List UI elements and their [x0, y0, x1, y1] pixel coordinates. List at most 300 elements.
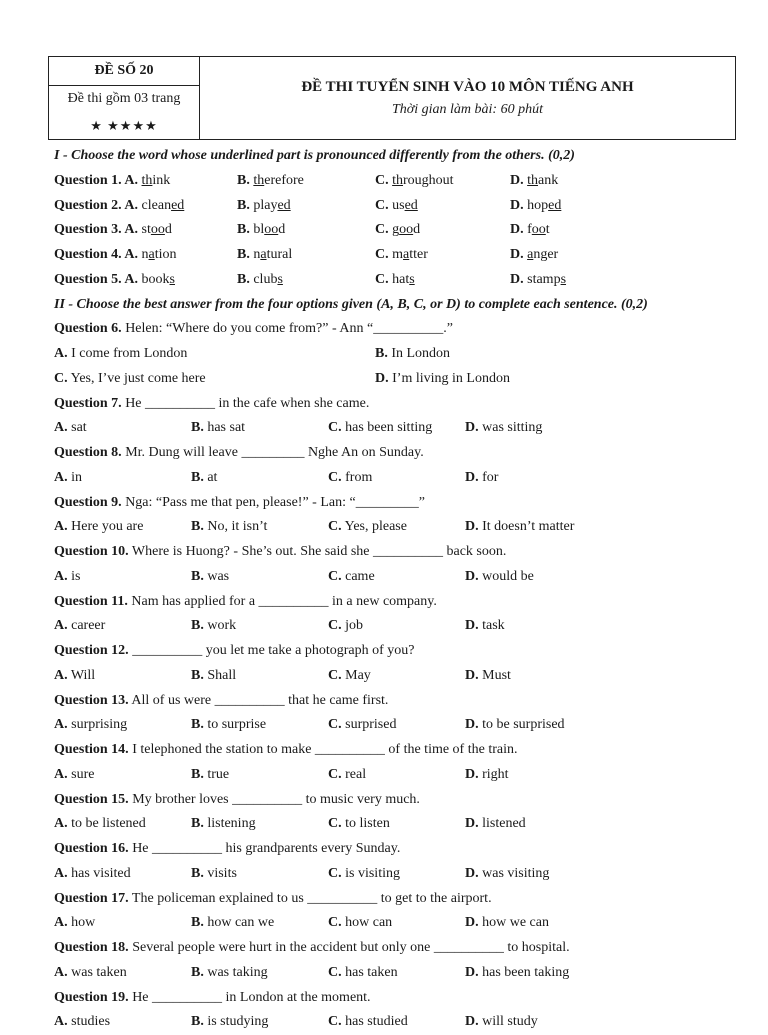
options-row [54, 614, 744, 639]
option-letter: D. [465, 618, 479, 634]
options-row [54, 1010, 744, 1035]
answer-option [54, 862, 131, 887]
question-text: Nam has applied for a __________ in a new company. [127, 593, 437, 609]
option-text: has been taking [478, 964, 570, 980]
option-letter: D. [465, 519, 479, 535]
option-text: listening [203, 816, 256, 832]
option-text: was visiting [478, 865, 550, 881]
option-text: is studying [203, 1014, 269, 1030]
underlined-sound: ed [277, 197, 291, 213]
question-label: Question 15. [54, 791, 129, 807]
options-row [54, 416, 744, 441]
option-letter: D. [465, 766, 479, 782]
answer-option [54, 218, 172, 243]
option-letter: C. [328, 816, 342, 832]
option-letter: B. [191, 766, 204, 782]
answer-option [237, 243, 292, 268]
option-letter: D. [375, 370, 389, 386]
option-letter: A. [54, 1014, 68, 1030]
option-text-post: d [164, 222, 172, 238]
option-text: career [67, 618, 106, 634]
answer-option [54, 1010, 110, 1035]
answer-option [191, 862, 237, 887]
question-stem [54, 317, 744, 342]
option-text-post: ank [538, 172, 559, 188]
option-text: has sat [203, 420, 246, 436]
question-label: Question 3. [54, 222, 125, 238]
option-letter: C. [328, 717, 342, 733]
option-text: studies [67, 1014, 111, 1030]
option-letter: D. [510, 271, 524, 287]
question-text: Helen: “Where do you come from?” - Ann “__________.” [121, 321, 453, 337]
option-text-pre: n [138, 247, 149, 262]
question-label: Question 5. [54, 271, 125, 287]
answer-option [191, 713, 266, 738]
option-text: for [478, 469, 499, 485]
answer-option [328, 416, 432, 441]
option-letter: B. [237, 271, 250, 287]
option-letter: B. [191, 420, 204, 436]
answer-option [191, 664, 236, 689]
option-letter: B. [191, 568, 204, 584]
answer-option [328, 911, 392, 936]
answer-option [191, 515, 267, 540]
option-letter: C. [375, 222, 389, 238]
option-text: true [203, 766, 230, 782]
option-text: to be listened [67, 816, 146, 832]
question-row [54, 169, 744, 194]
exam-info-cell [49, 57, 200, 139]
option-letter: B. [237, 172, 250, 188]
option-letter: C. [328, 667, 342, 683]
option-text-pre: st [138, 222, 151, 238]
option-text: May [341, 667, 371, 683]
option-text: I’m living in London [388, 370, 510, 386]
question-row [54, 268, 744, 293]
page-count: Đề thi gồm 03 trang [67, 90, 181, 106]
options-row [54, 342, 744, 367]
question-stem [54, 540, 744, 565]
option-letter: B. [191, 469, 204, 485]
option-text: has studied [341, 1014, 408, 1030]
option-text: was sitting [478, 420, 543, 436]
answer-option [328, 664, 371, 689]
option-letter: B. [191, 1014, 204, 1030]
option-text: task [478, 618, 505, 634]
answer-option [54, 416, 87, 441]
underlined-sound: s [409, 271, 415, 287]
option-text-pre: stamp [523, 271, 561, 287]
answer-option [54, 268, 175, 293]
question-label: Question 14. [54, 742, 129, 757]
underlined-sound: oo [150, 222, 165, 238]
option-letter: D. [465, 568, 479, 584]
option-text: was taken [67, 964, 127, 980]
option-letter: D. [465, 1014, 479, 1030]
answer-option [54, 614, 105, 639]
answer-option [54, 367, 206, 392]
underlined-sound: ed [404, 197, 418, 213]
option-letter: C. [328, 568, 342, 584]
option-text-pre: n [249, 247, 261, 262]
option-text: listened [478, 816, 526, 832]
answer-option [465, 614, 505, 639]
option-letter: D. [510, 222, 524, 238]
options-row [54, 911, 744, 936]
option-text: Will [67, 667, 96, 683]
option-text: will study [478, 1014, 538, 1030]
underlined-sound: a [260, 247, 267, 262]
answer-option [465, 961, 569, 986]
option-letter: C. [328, 865, 342, 881]
answer-option [465, 416, 542, 441]
option-text-post: t [545, 222, 550, 238]
answer-option [328, 614, 363, 639]
answer-option [54, 812, 146, 837]
option-letter: A. [54, 346, 68, 361]
option-letter: B. [191, 816, 204, 832]
question-stem [54, 936, 744, 961]
question-text: Nga: “Pass me that pen, please!” - Lan: “_________” [121, 494, 425, 510]
option-letter: A. [124, 247, 139, 262]
option-text: was taking [203, 964, 268, 980]
option-letter: B. [191, 964, 204, 980]
option-text-post: tion [154, 247, 177, 262]
option-text-pre: g [388, 222, 400, 238]
option-text: how we can [478, 915, 549, 931]
question-label: Question 6. [54, 321, 122, 337]
option-text-pre: hat [388, 271, 410, 287]
answer-option [510, 268, 566, 293]
question-text: __________ you let me take a photograph of you? [128, 643, 415, 658]
option-letter: C. [328, 469, 342, 485]
answer-option [328, 812, 390, 837]
option-text: how can [341, 915, 393, 931]
question-text: My brother loves __________ to music very much. [128, 791, 420, 807]
answer-option [465, 515, 574, 540]
answer-option [328, 961, 398, 986]
option-letter: B. [191, 519, 204, 535]
option-text: would be [478, 568, 534, 584]
option-text: to listen [341, 816, 390, 832]
answer-option [510, 218, 550, 243]
option-letter: C. [375, 197, 389, 213]
option-text: is [67, 568, 81, 584]
question-label: Question 11. [54, 593, 128, 609]
exam-title: ĐỀ THI TUYỂN SINH VÀO 10 MÔN TIẾNG ANH [301, 78, 634, 95]
option-text: It doesn’t matter [478, 519, 575, 535]
answer-option [465, 664, 511, 689]
question-stem [54, 441, 744, 466]
answer-option [54, 763, 94, 788]
question-row [54, 243, 744, 268]
option-text: Here you are [67, 519, 144, 535]
answer-option [465, 565, 534, 590]
option-text-pre: hop [523, 197, 549, 213]
question-label: Question 19. [54, 989, 129, 1005]
option-letter: B. [191, 915, 204, 931]
answer-option [54, 169, 170, 194]
options-row [54, 515, 744, 540]
question-label: Question 4. [54, 247, 125, 262]
option-text: how [67, 915, 96, 931]
question-text: The policeman explained to us __________ to get to the airport. [128, 890, 492, 906]
option-text: In London [387, 346, 451, 361]
answer-option [375, 268, 415, 293]
option-text-post: ink [152, 172, 171, 188]
question-text: He __________ in London at the moment. [128, 989, 371, 1005]
answer-option [375, 169, 454, 194]
answer-option [510, 169, 558, 194]
section-title: I - Choose the word whose underlined part is pronounced differently from the others. (0,2) [54, 148, 575, 163]
answer-option [510, 194, 561, 219]
question-label: Question 2. [54, 197, 125, 213]
options-row [54, 862, 744, 887]
answer-option [54, 466, 82, 491]
option-text: in [67, 469, 83, 485]
underlined-sound: oo [531, 222, 546, 238]
underlined-sound: s [277, 271, 283, 287]
answer-option [191, 565, 229, 590]
underlined-sound: oo [264, 222, 279, 238]
option-letter: C. [375, 172, 389, 188]
option-letter: A. [54, 766, 68, 782]
answer-option [191, 614, 236, 639]
options-row [54, 664, 744, 689]
answer-option [237, 218, 285, 243]
option-letter: C. [328, 420, 342, 436]
answer-option [54, 342, 187, 367]
answer-option [191, 961, 268, 986]
answer-option [54, 565, 80, 590]
question-label: Question 13. [54, 692, 129, 708]
options-row [54, 713, 744, 738]
option-text: right [478, 766, 509, 782]
answer-option [375, 367, 510, 392]
option-text: visits [203, 865, 237, 881]
answer-option [375, 243, 428, 268]
option-text: work [203, 618, 237, 634]
options-row [54, 367, 744, 392]
option-text: job [341, 618, 364, 634]
option-text-pre: m [388, 247, 404, 262]
underlined-sound: th [527, 172, 539, 188]
answer-option [375, 194, 418, 219]
question-text: Where is Huong? - She’s out. She said she __________ back soon. [128, 544, 507, 559]
option-letter: C. [328, 964, 342, 980]
answer-option [465, 713, 565, 738]
answer-option [54, 194, 184, 219]
question-label: Question 17. [54, 890, 129, 906]
option-letter: C. [328, 519, 342, 535]
option-text-post: erefore [264, 172, 304, 188]
underlined-sound: th [141, 172, 153, 188]
option-text: Yes, please [341, 519, 407, 535]
underlined-sound: ed [171, 197, 185, 213]
underlined-sound: th [392, 172, 404, 188]
option-letter: A. [54, 420, 68, 436]
answer-option [191, 1010, 268, 1035]
question-stem [54, 788, 744, 813]
option-letter: D. [465, 816, 479, 832]
option-letter: A. [124, 172, 139, 188]
option-letter: A. [54, 618, 68, 634]
option-letter: C. [328, 915, 342, 931]
question-row [54, 194, 744, 219]
answer-option [237, 268, 283, 293]
question-stem [54, 837, 744, 862]
option-letter: D. [465, 717, 479, 733]
option-letter: C. [328, 618, 342, 634]
option-text-pre: us [388, 197, 405, 213]
underlined-sound: oo [399, 222, 414, 238]
underlined-sound: th [253, 172, 265, 188]
option-letter: D. [465, 667, 479, 683]
option-text: was [203, 568, 230, 584]
section-title: II - Choose the best answer from the four options given (A, B, C, or D) to complete each sentence. (0,2) [54, 296, 648, 312]
underlined-sound: a [403, 247, 410, 262]
answer-option [328, 862, 400, 887]
option-text: has been sitting [341, 420, 433, 436]
answer-option [375, 342, 450, 367]
answer-option [191, 466, 217, 491]
option-letter: D. [510, 197, 524, 213]
option-letter: A. [54, 469, 68, 485]
answer-option [328, 466, 372, 491]
question-label: Question 16. [54, 841, 129, 856]
option-letter: C. [375, 247, 389, 262]
option-text: to surprise [203, 717, 267, 733]
option-letter: D. [465, 964, 479, 980]
option-letter: B. [191, 618, 204, 634]
option-letter: A. [54, 717, 68, 733]
option-letter: C. [328, 1014, 342, 1030]
option-letter: B. [237, 222, 250, 238]
underlined-sound: s [560, 271, 567, 287]
options-row [54, 961, 744, 986]
option-text: how can we [203, 915, 275, 931]
question-stem [54, 392, 744, 417]
question-stem [54, 491, 744, 516]
option-letter: B. [191, 865, 204, 881]
answer-option [375, 218, 420, 243]
option-text-pre: club [249, 271, 278, 287]
question-stem [54, 639, 744, 664]
option-letter: B. [191, 717, 204, 733]
exam-time: Thời gian làm bài: 60 phút [392, 101, 543, 117]
question-stem [54, 738, 744, 763]
answer-option [328, 515, 407, 540]
options-row [54, 812, 744, 837]
option-letter: D. [465, 420, 479, 436]
answer-option [510, 243, 558, 268]
answer-option [465, 862, 549, 887]
question-stem [54, 887, 744, 912]
option-letter: D. [465, 865, 479, 881]
answer-option [54, 961, 127, 986]
option-letter: A. [54, 667, 68, 683]
question-text: He __________ in the cafe when she came. [121, 395, 370, 411]
answer-option [465, 812, 526, 837]
question-text: Mr. Dung will leave _________ Nghe An on Sunday. [121, 445, 424, 460]
option-text-post: d [278, 222, 286, 238]
question-stem [54, 590, 744, 615]
option-text: surprised [341, 717, 397, 733]
option-letter: C. [54, 370, 68, 386]
answer-option [191, 911, 274, 936]
question-label: Question 7. [54, 395, 122, 411]
option-text-pre: f [523, 222, 532, 238]
question-label: Question 12. [54, 643, 129, 658]
difficulty-stars: ★ ★★★★ [90, 117, 158, 133]
option-text: Must [478, 667, 511, 683]
option-letter: A. [54, 568, 68, 584]
answer-option [54, 515, 143, 540]
option-letter: A. [124, 222, 139, 238]
option-letter: D. [465, 469, 479, 485]
answer-option [465, 911, 549, 936]
option-text: No, it isn’t [203, 519, 268, 535]
option-text: to be surprised [478, 717, 565, 733]
option-letter: D. [465, 915, 479, 931]
answer-option [465, 1010, 538, 1035]
option-letter: B. [375, 346, 388, 361]
option-text-post: tural [266, 247, 293, 262]
answer-option [54, 911, 95, 936]
answer-option [54, 664, 95, 689]
option-text: I come from London [67, 346, 188, 361]
question-label: Question 8. [54, 445, 122, 460]
option-text: sat [67, 420, 87, 436]
answer-option [237, 194, 291, 219]
underlined-sound: a [148, 247, 155, 262]
option-text-pre: clean [138, 197, 172, 213]
answer-option [328, 763, 366, 788]
answer-option [465, 763, 509, 788]
answer-option [465, 466, 498, 491]
question-text: All of us were __________ that he came first. [128, 692, 389, 708]
option-letter: A. [54, 865, 68, 881]
underlined-sound: ed [548, 197, 562, 213]
exam-number: ĐỀ SỐ 20 [49, 57, 199, 86]
question-text: Several people were hurt in the accident but only one __________ to hospital. [128, 940, 570, 955]
question-label: Question 9. [54, 494, 122, 510]
exam-content [54, 144, 744, 1035]
question-stem [54, 986, 744, 1011]
option-letter: B. [237, 197, 250, 213]
option-letter: A. [54, 915, 68, 931]
option-text: real [341, 766, 367, 782]
question-label: Question 10. [54, 544, 129, 559]
answer-option [54, 713, 127, 738]
option-text-post: nger [533, 247, 559, 262]
option-letter: B. [191, 667, 204, 683]
underlined-sound: s [169, 271, 175, 287]
answer-option [191, 416, 245, 441]
exam-header [48, 56, 736, 140]
question-text: He __________ his grandparents every Sunday. [128, 841, 401, 856]
question-text: I telephoned the station to make __________ of the time of the train. [128, 742, 518, 757]
exam-title-cell [200, 57, 735, 139]
option-text: is visiting [341, 865, 400, 881]
answer-option [328, 1010, 408, 1035]
question-stem [54, 689, 744, 714]
option-text: surprising [67, 717, 128, 733]
options-row [54, 763, 744, 788]
option-letter: A. [54, 816, 68, 832]
option-letter: B. [237, 247, 250, 262]
option-letter: D. [510, 247, 524, 262]
